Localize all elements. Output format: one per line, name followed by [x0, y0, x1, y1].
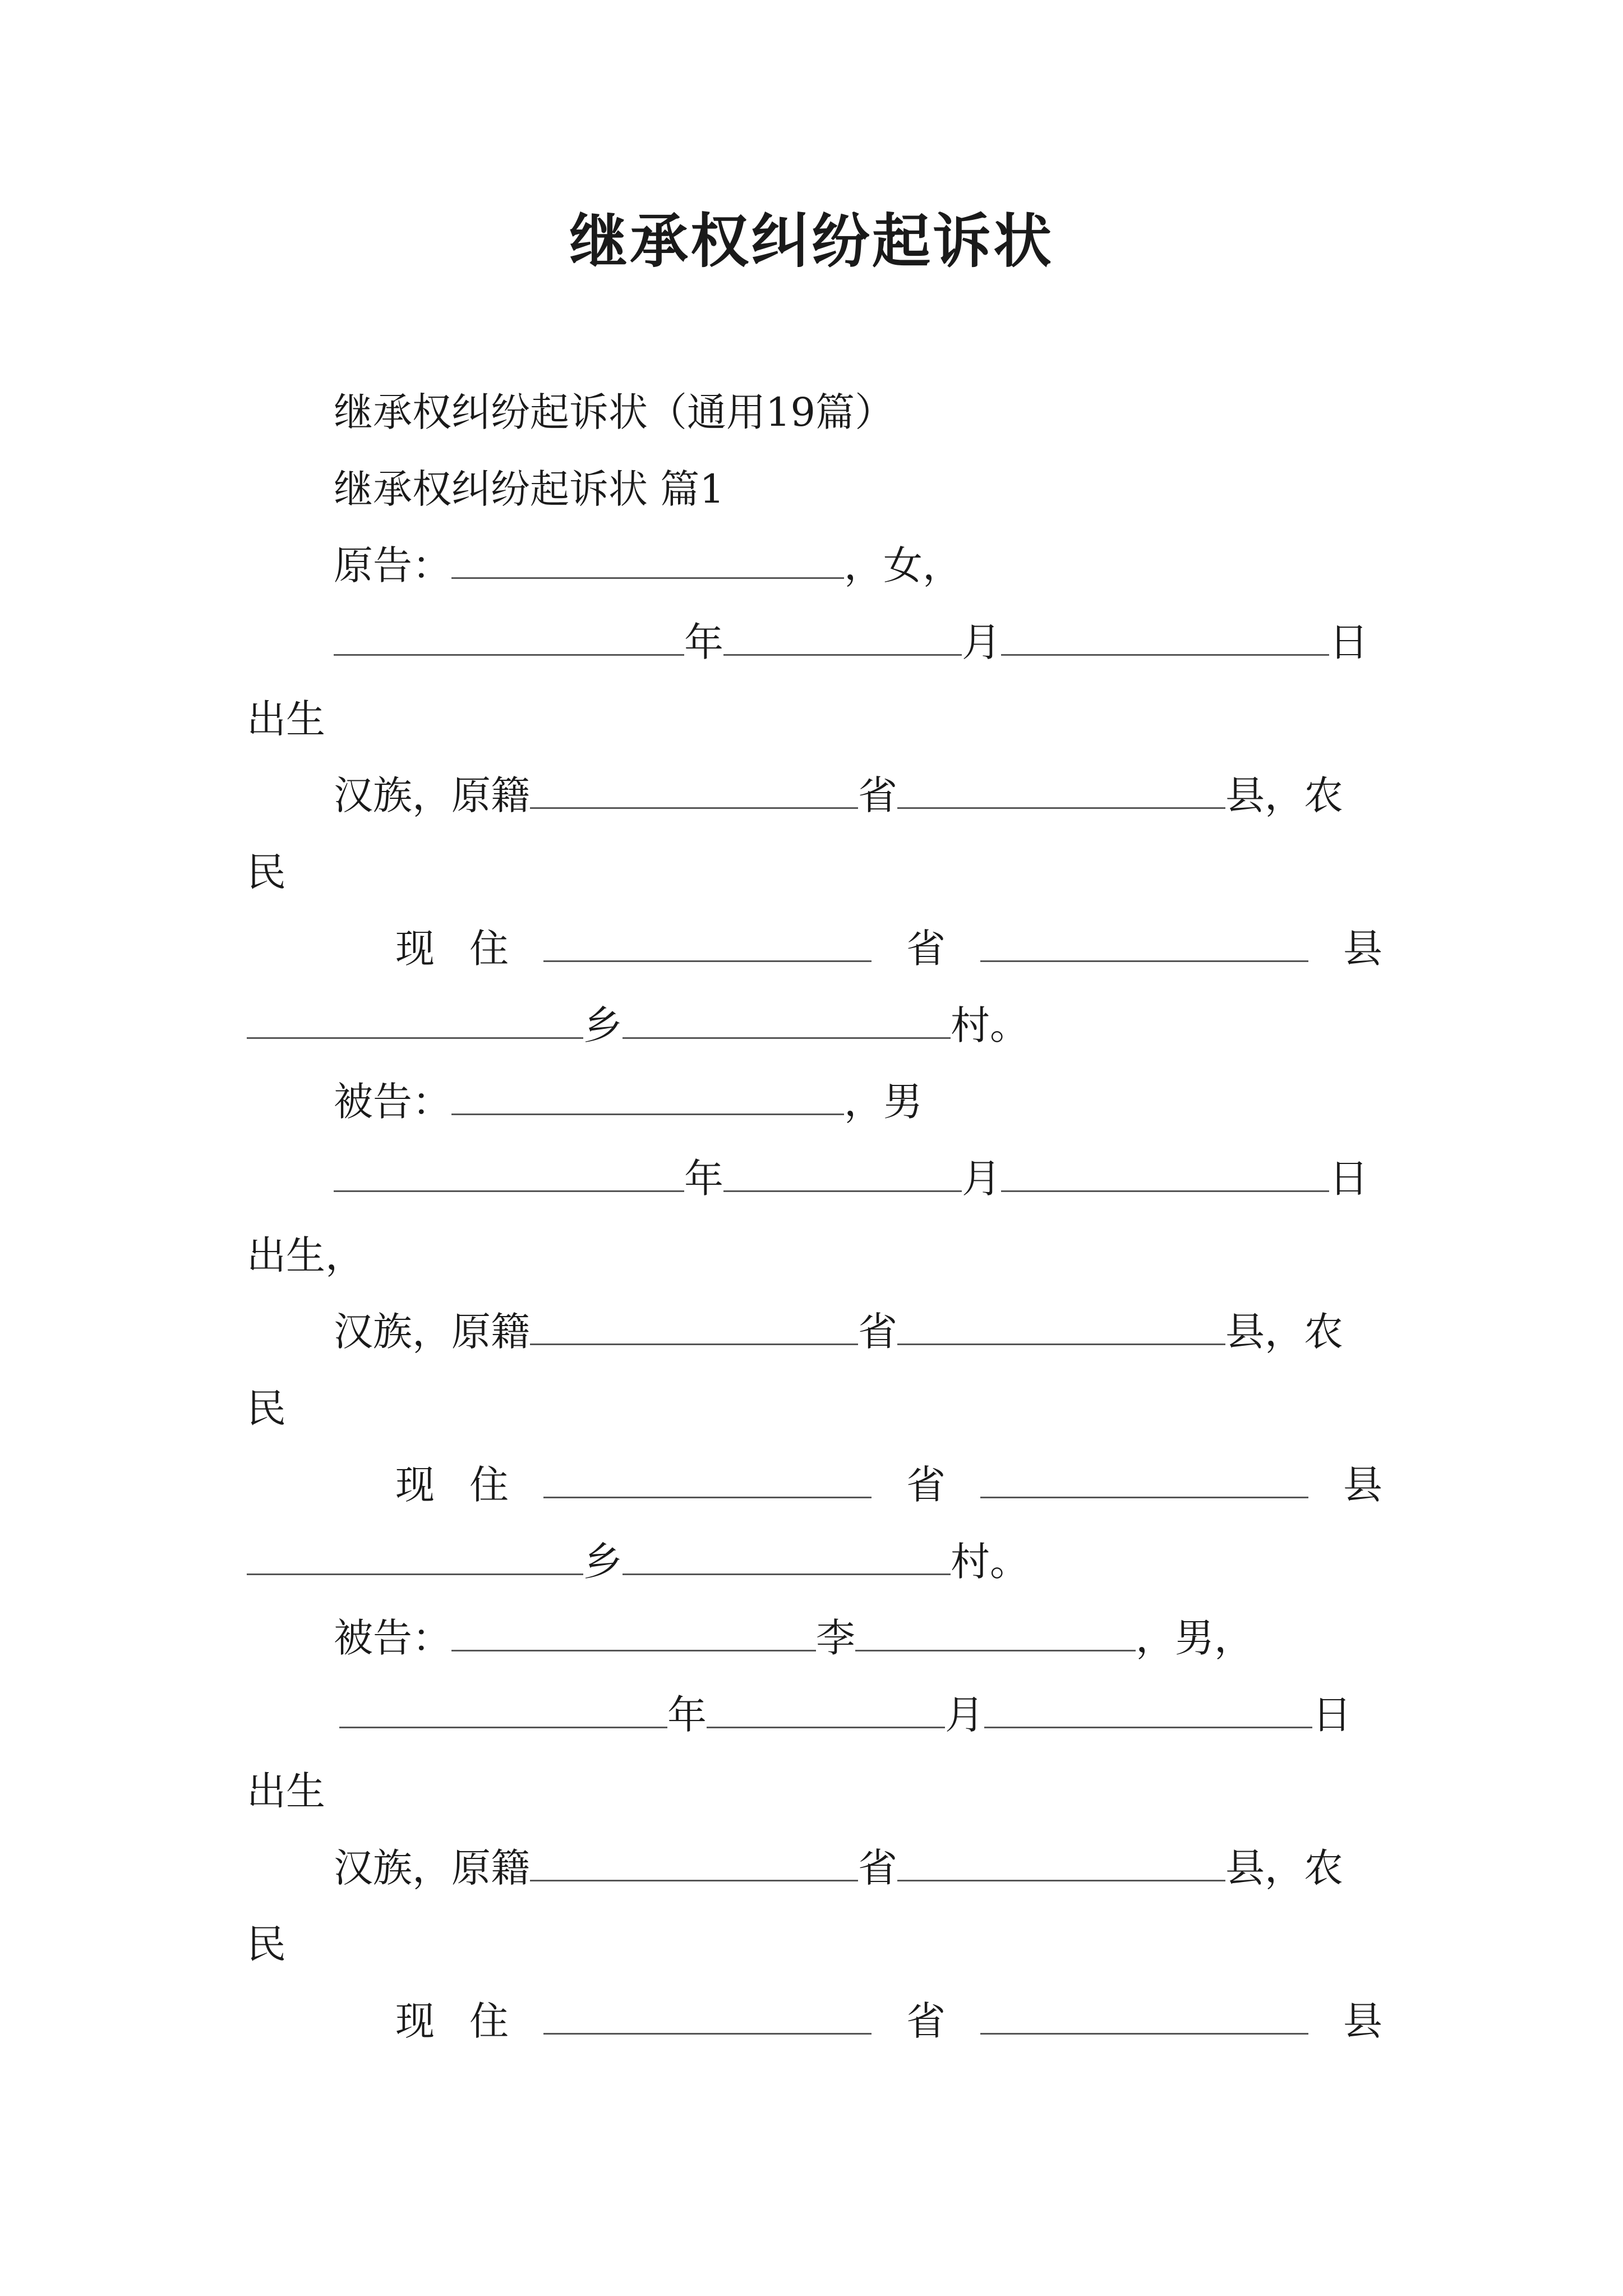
village-blank	[623, 1005, 951, 1039]
current-label-2: 住	[469, 1998, 509, 2044]
section-heading: 继承权纠纷起诉状 篇1	[334, 466, 725, 512]
defendant1-born: 出生，	[247, 1232, 365, 1278]
county-label: 县	[1343, 926, 1382, 972]
day-blank	[1001, 622, 1329, 656]
month-label: 月	[962, 619, 1001, 665]
defendant2-line	[334, 1610, 1253, 1666]
residence-county-blank	[980, 1464, 1308, 1498]
current-label-1: 现	[395, 1998, 435, 2044]
month-blank	[723, 1158, 962, 1192]
current-label-2: 住	[469, 926, 509, 972]
origin-label: 汉族，原籍	[334, 772, 530, 818]
current-label-1: 现	[395, 926, 435, 972]
residence-county-blank	[980, 2000, 1308, 2035]
county-farmer-label: 县，农	[1225, 1309, 1343, 1355]
plaintiff-label: 原告：	[334, 542, 451, 588]
year-label: 年	[667, 1692, 707, 1738]
month-label: 月	[962, 1156, 1001, 1202]
defendant2-surname: 李	[816, 1615, 855, 1661]
defendant1-suffix: ，男	[844, 1079, 923, 1125]
county-farmer-label: 县，农	[1225, 772, 1343, 818]
county-label: 县	[1343, 1462, 1382, 1508]
county-label: 县	[1343, 1998, 1382, 2044]
current-label-2: 住	[469, 1462, 509, 1508]
defendant1-residence-line-2	[247, 1534, 1029, 1590]
document-subtitle: 继承权纠纷起诉状（通用19篇）	[334, 389, 895, 435]
defendant2-origin-line	[334, 1840, 1343, 1896]
township-blank	[247, 1541, 583, 1575]
defendant2-born: 出生	[247, 1768, 325, 1814]
township-label: 乡	[583, 1539, 623, 1585]
defendant2-name-blank	[451, 1617, 816, 1651]
province-label: 省	[858, 1845, 897, 1891]
village-label: 村。	[951, 1002, 1029, 1048]
day-label: 日	[1329, 619, 1368, 665]
day-blank	[1001, 1158, 1329, 1192]
origin-province-blank	[530, 775, 858, 809]
defendant1-farmer-end: 民	[247, 1386, 286, 1432]
year-label: 年	[684, 1156, 723, 1202]
current-label-1: 现	[395, 1462, 435, 1508]
origin-province-blank	[530, 1847, 858, 1881]
month-blank	[723, 622, 962, 656]
plaintiff-line	[334, 537, 962, 593]
province-label: 省	[906, 1998, 946, 2044]
origin-county-blank	[897, 775, 1225, 809]
day-label: 日	[1312, 1692, 1352, 1738]
defendant2-given-blank	[855, 1617, 1136, 1651]
origin-province-blank	[530, 1311, 858, 1345]
plaintiff-born: 出生	[247, 696, 325, 742]
residence-province-blank	[543, 928, 872, 962]
township-blank	[247, 1005, 583, 1039]
origin-label: 汉族，原籍	[334, 1309, 530, 1355]
origin-county-blank	[897, 1311, 1225, 1345]
year-blank	[339, 1694, 667, 1728]
province-label: 省	[906, 926, 946, 972]
month-blank	[707, 1694, 945, 1728]
province-label: 省	[858, 772, 897, 818]
village-label: 村。	[951, 1539, 1029, 1585]
year-label: 年	[684, 619, 723, 665]
defendant2-birthdate-line	[339, 1687, 1352, 1743]
defendant-label: 被告：	[334, 1079, 451, 1125]
defendant2-suffix: ，男，	[1136, 1615, 1253, 1661]
village-blank	[623, 1541, 951, 1575]
defendant1-residence-line	[395, 1457, 1382, 1513]
origin-label: 汉族，原籍	[334, 1845, 530, 1891]
plaintiff-farmer-end: 民	[247, 849, 286, 895]
defendant2-farmer-end: 民	[247, 1921, 286, 1967]
defendant1-line	[334, 1074, 923, 1130]
origin-county-blank	[897, 1847, 1225, 1881]
plaintiff-residence-line-2	[247, 997, 1029, 1053]
defendant1-name-blank	[451, 1081, 844, 1115]
day-label: 日	[1329, 1156, 1368, 1202]
year-blank	[334, 622, 684, 656]
month-label: 月	[945, 1692, 984, 1738]
defendant2-residence-line	[395, 1993, 1382, 2049]
province-label: 省	[858, 1309, 897, 1355]
county-farmer-label: 县，农	[1225, 1845, 1343, 1891]
residence-province-blank	[543, 2000, 872, 2035]
plaintiff-birthdate-line	[334, 614, 1368, 670]
township-label: 乡	[583, 1002, 623, 1048]
plaintiff-suffix: ，女，	[844, 542, 962, 588]
defendant1-origin-line	[334, 1304, 1343, 1360]
plaintiff-residence-line	[395, 921, 1382, 977]
residence-county-blank	[980, 928, 1308, 962]
defendant-label: 被告：	[334, 1615, 451, 1661]
defendant1-birthdate-line	[334, 1151, 1368, 1207]
plaintiff-name-blank	[451, 545, 844, 579]
province-label: 省	[906, 1462, 946, 1508]
document-title: 继承权纠纷起诉状	[569, 207, 1054, 275]
year-blank	[334, 1158, 684, 1192]
residence-province-blank	[543, 1464, 872, 1498]
plaintiff-origin-line	[334, 767, 1343, 823]
day-blank	[984, 1694, 1312, 1728]
